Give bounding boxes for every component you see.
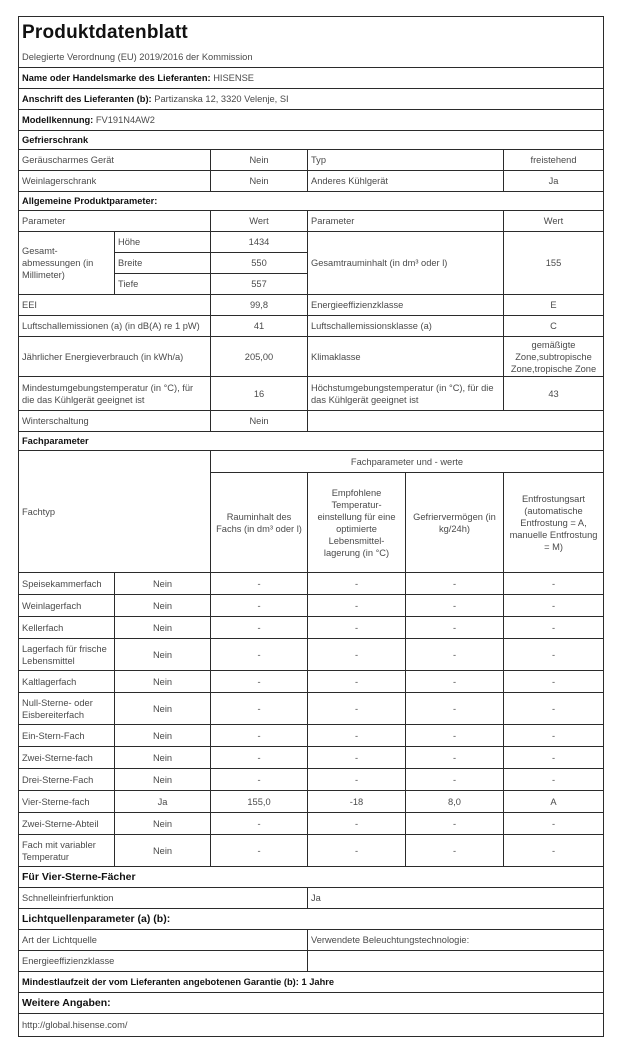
compartment-present: Nein [115,573,211,595]
compartment-present: Nein [115,813,211,835]
row-value: Nein [211,171,308,192]
supplier-name-row [19,68,604,89]
winter-switch-value: Nein [211,411,308,432]
row-value: 16 [211,377,308,411]
compartment-defrost-type: - [504,617,604,639]
compartment-volume: - [211,769,308,791]
compartment-temperature: - [308,813,406,835]
compartment-volume: - [211,639,308,671]
dimension-label: Tiefe [115,274,211,295]
row-label: Energieeffizienzklasse [308,295,504,316]
compartment-row [19,725,604,747]
column-header-volume: Rauminhalt des Fachs (in dm³ oder l) [211,473,308,573]
row-label: Luftschallemissionsklasse (a) [308,316,504,337]
compartment-defrost-type: - [504,769,604,791]
column-header-defrost-type: Entfrostungsart (automatische Entfrostung = A, manuelle Entfrostung = M) [504,473,604,573]
table-row [19,150,604,171]
dimension-label: Breite [115,253,211,274]
row-label: Luftschallemissionen (a) (in dB(A) re 1 pW) [19,316,211,337]
table-header-row [19,211,604,232]
compartment-defrost-type: - [504,693,604,725]
compartment-defrost-type: A [504,791,604,813]
compartment-type: Kellerfach [19,617,115,639]
section-heading-gefrierschrank: Gefrierschrank [19,131,604,150]
compartment-present: Ja [115,791,211,813]
dimensions-label: Gesamt-abmessungen (in Millimeter) [19,232,115,295]
compartment-defrost-type: - [504,671,604,693]
supplier-name-label: Name oder Handelsmarke des Lieferanten: [22,73,211,83]
dimension-value: 1434 [211,232,308,253]
compartment-volume: - [211,813,308,835]
website-link[interactable]: http://global.hisense.com/ [22,1020,128,1030]
further-info-cell [19,1014,604,1037]
row-label: Höchstumgebungstemperatur (in °C), für die das Kühlgerät geeignet ist [308,377,504,411]
compartment-present: Nein [115,769,211,791]
row-value: 43 [504,377,604,411]
compartment-type: Zwei-Sterne-Abteil [19,813,115,835]
compartment-temperature: - [308,671,406,693]
compartment-freezing-capacity: - [406,573,504,595]
compartment-freezing-capacity: 8,0 [406,791,504,813]
supplier-address-value: Partizanska 12, 3320 Velenje, SI [154,94,289,104]
row-label: Jährlicher Energieverbrauch (in kWh/a) [19,337,211,377]
compartment-present: Nein [115,835,211,867]
compartment-temperature: - [308,639,406,671]
row-value: freistehend [504,150,604,171]
section-heading-further: Weitere Angaben: [19,993,604,1014]
compartment-freezing-capacity: - [406,725,504,747]
total-volume-label: Gesamtrauminhalt (in dm³ oder l) [308,232,504,295]
empty-cell [308,411,604,432]
row-value: E [504,295,604,316]
regulation-subtitle: Delegierte Verordnung (EU) 2019/2016 der Kommission [19,47,604,68]
column-group-header: Fachparameter und - werte [211,451,604,473]
compartment-freezing-capacity: - [406,747,504,769]
compartment-volume: - [211,573,308,595]
compartment-temperature: - [308,617,406,639]
row-label: Geräuscharmes Gerät [19,150,211,171]
compartment-freezing-capacity: - [406,671,504,693]
product-data-sheet [18,16,603,1037]
page-title: Produktdatenblatt [22,22,188,43]
column-header-parameter: Parameter [19,211,211,232]
row-value: 41 [211,316,308,337]
compartment-defrost-type: - [504,725,604,747]
section-heading-light: Lichtquellenparameter (a) (b): [19,909,604,930]
row-value: 99,8 [211,295,308,316]
column-header-freezing-capacity: Gefriervermögen (in kg/24h) [406,473,504,573]
compartment-temperature: - [308,835,406,867]
compartment-row [19,617,604,639]
compartment-row [19,693,604,725]
compartment-row [19,813,604,835]
compartment-present: Nein [115,595,211,617]
compartment-row [19,639,604,671]
compartment-present: Nein [115,747,211,769]
compartment-temperature: - [308,725,406,747]
row-value: 205,00 [211,337,308,377]
compartment-freezing-capacity: - [406,617,504,639]
compartment-freezing-capacity: - [406,769,504,791]
model-label: Modellkennung: [22,115,94,125]
compartment-temperature: - [308,573,406,595]
quick-freeze-value: Ja [308,888,604,909]
compartment-type: Ein-Stern-Fach [19,725,115,747]
compartment-type: Speisekammerfach [19,573,115,595]
title-cell [19,17,604,48]
compartment-temperature: - [308,747,406,769]
warranty-label: Mindestlaufzeit der vom Lieferanten angebotenen Garantie (b): [22,977,299,987]
compartment-type: Drei-Sterne-Fach [19,769,115,791]
compartment-freezing-capacity: - [406,639,504,671]
table-header-row [19,451,604,473]
compartment-volume: - [211,747,308,769]
compartment-volume: - [211,835,308,867]
compartment-freezing-capacity: - [406,835,504,867]
row-label: Weinlagerschrank [19,171,211,192]
row-value: C [504,316,604,337]
climate-class-value: gemäßigte Zone,subtropische Zone,tropische Zone [504,337,604,377]
compartment-row [19,573,604,595]
compartment-temperature: - [308,693,406,725]
row-label: Mindestumgebungstemperatur (in °C), für die das Kühlgerät geeignet ist [19,377,211,411]
light-type-label: Art der Lichtquelle [19,930,308,951]
row-label: Klimaklasse [308,337,504,377]
table-row [19,337,604,377]
compartment-defrost-type: - [504,813,604,835]
compartment-row [19,671,604,693]
section-heading-fach: Fachparameter [19,432,604,451]
table-row [19,295,604,316]
compartment-row [19,769,604,791]
compartment-temperature: - [308,595,406,617]
column-header-value: Wert [211,211,308,232]
compartment-rows [19,573,604,867]
compartment-row [19,835,604,867]
table-row [19,930,604,951]
compartment-type: Vier-Sterne-fach [19,791,115,813]
warranty-row [19,972,604,993]
row-value: Ja [504,171,604,192]
table-row [19,411,604,432]
compartment-present: Nein [115,639,211,671]
compartment-volume: - [211,693,308,725]
row-label: Anderes Kühlgerät [308,171,504,192]
compartment-temperature: - [308,769,406,791]
compartment-volume: - [211,617,308,639]
model-value: FV191N4AW2 [95,115,155,125]
row-label: EEI [19,295,211,316]
compartment-volume: 155,0 [211,791,308,813]
dimension-label: Höhe [115,232,211,253]
supplier-name-value: HISENSE [213,73,255,83]
dimension-value: 550 [211,253,308,274]
datasheet-table [18,16,604,1037]
model-row [19,110,604,131]
compartment-type: Kaltlagerfach [19,671,115,693]
winter-switch-label: Winterschaltung [19,411,211,432]
section-heading-general: Allgemeine Produktparameter: [19,192,604,211]
compartment-defrost-type: - [504,595,604,617]
compartment-present: Nein [115,617,211,639]
table-row [19,377,604,411]
table-row [19,232,604,253]
section-heading-four-star: Für Vier-Sterne-Fächer [19,867,604,888]
compartment-freezing-capacity: - [406,595,504,617]
compartment-defrost-type: - [504,639,604,671]
column-header-temperature: Empfohlene Temperatur-einstellung für eine optimierte Lebensmittel-lagerung (in °C) [308,473,406,573]
compartment-volume: - [211,725,308,747]
column-header-fachtyp: Fachtyp [19,451,211,573]
supplier-address-row [19,89,604,110]
compartment-present: Nein [115,693,211,725]
warranty-value: 1 Jahre [301,977,335,987]
compartment-type: Fach mit variabler Temperatur [19,835,115,867]
column-header-value: Wert [504,211,604,232]
compartment-type: Zwei-Sterne-fach [19,747,115,769]
compartment-volume: - [211,595,308,617]
dimension-value: 557 [211,274,308,295]
row-value: Nein [211,150,308,171]
compartment-temperature: -18 [308,791,406,813]
column-header-parameter: Parameter [308,211,504,232]
compartment-freezing-capacity: - [406,813,504,835]
light-technology-label: Verwendete Beleuchtungstechnologie: [308,930,604,951]
table-row [19,316,604,337]
compartment-row [19,747,604,769]
supplier-address-label: Anschrift des Lieferanten (b): [22,94,152,104]
row-label: Typ [308,150,504,171]
table-row [19,888,604,909]
compartment-row [19,595,604,617]
compartment-defrost-type: - [504,747,604,769]
compartment-type: Weinlagerfach [19,595,115,617]
compartment-type: Null-Sterne- oder Eisbereiterfach [19,693,115,725]
quick-freeze-label: Schnelleinfrierfunktion [19,888,308,909]
compartment-present: Nein [115,725,211,747]
compartment-volume: - [211,671,308,693]
compartment-defrost-type: - [504,573,604,595]
compartment-defrost-type: - [504,835,604,867]
total-volume-value: 155 [504,232,604,295]
compartment-freezing-capacity: - [406,693,504,725]
compartment-row [19,791,604,813]
light-efficiency-value [308,951,604,972]
compartment-type: Lagerfach für frische Lebensmittel [19,639,115,671]
light-efficiency-label: Energieeffizienzklasse [19,951,308,972]
table-row [19,951,604,972]
compartment-present: Nein [115,671,211,693]
table-row [19,171,604,192]
